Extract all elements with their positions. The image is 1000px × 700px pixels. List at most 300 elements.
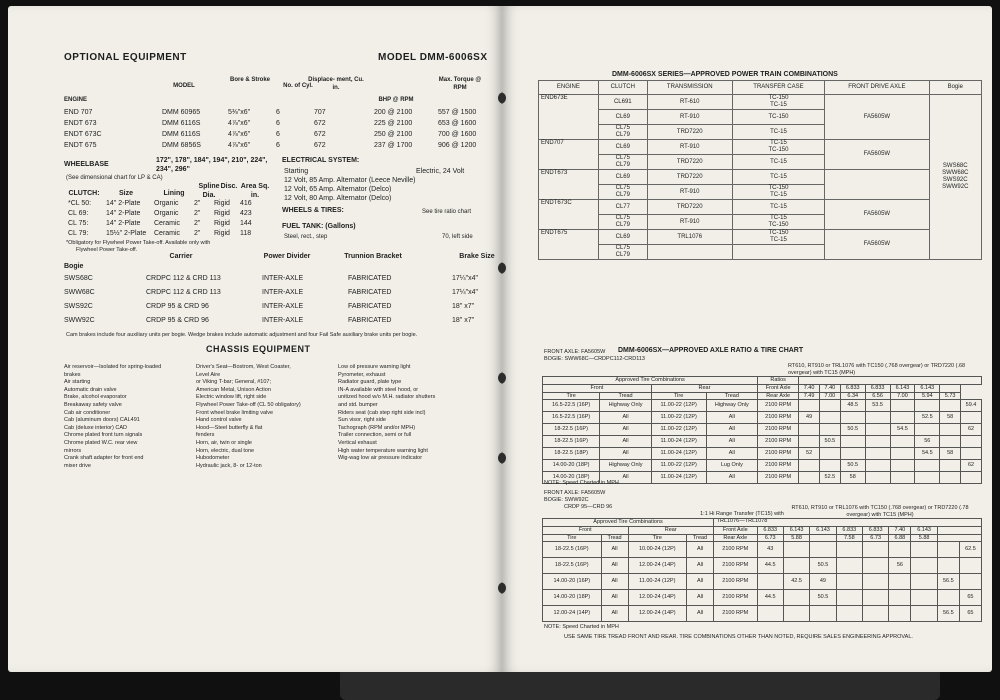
t2-cell xyxy=(783,542,809,558)
book-stand xyxy=(340,668,940,700)
clutch-cell: 14" 2-Plate xyxy=(106,210,141,217)
pt-cell: TRL1076 xyxy=(647,230,732,245)
pt-cell: CL75 CL79 xyxy=(598,215,647,230)
chassis-item: Air reservoir—Isolated for spring-loaded xyxy=(64,364,162,370)
engine-cell: ENDT 675 xyxy=(64,142,97,149)
fuel-line: Steel, rect., step xyxy=(284,234,328,240)
pt-header: ENGINE xyxy=(539,81,599,95)
engine-header: Max. Torque @ RPM xyxy=(438,77,482,91)
chassis-item: Hubodometer xyxy=(196,455,230,462)
pt-cell: CL75 CL79 xyxy=(598,245,647,260)
t2-cell: All xyxy=(601,590,628,606)
t1-cell: All xyxy=(600,448,652,460)
t1-cell xyxy=(940,424,961,436)
t1-cell: 11.00-22 (12P) xyxy=(651,412,706,424)
pt-cell: TRD7220 xyxy=(647,125,732,140)
t1-cell: 18-22.5 (18P) xyxy=(543,448,600,460)
bogie-cell: CRDPC 112 & CRD 113 xyxy=(146,275,221,282)
t1-head-row xyxy=(543,377,982,385)
t2-cell xyxy=(889,542,911,558)
engine-cell: 4⅞"x6" xyxy=(228,131,251,138)
engine-cell: 700 @ 1600 xyxy=(438,131,477,138)
t2-cell xyxy=(810,606,836,622)
footer-note: USE SAME TIRE TREAD FRONT AND REAR. TIRE COMBINATIONS OTHER THAN NOTED, REQUIRE SALES ENGINEERING APPROVAL. xyxy=(564,634,913,640)
t2-cell: 62.5 xyxy=(959,542,981,558)
clutch-cell: 15½" 2-Plate xyxy=(106,230,147,237)
t1-cell: 56 xyxy=(915,436,940,448)
chassis-item: brakes xyxy=(64,371,81,378)
optional-equipment-title: OPTIONAL EQUIPMENT xyxy=(64,52,187,63)
clutch-header: Size xyxy=(118,190,133,197)
t1-cell: Highway Only xyxy=(600,400,652,412)
chassis-item: Flywheel Power Take-off (CL 50 obligatory) xyxy=(196,402,301,408)
clutch-cell: 416 xyxy=(240,200,252,207)
t1-header: 5.94 xyxy=(915,392,940,400)
power-train-title: DMM-6006SX SERIES—APPROVED POWER TRAIN COMBINATIONS xyxy=(612,71,838,78)
bogie-header: Power Divider xyxy=(263,253,311,260)
chassis-item: High water temperature warning light xyxy=(338,447,428,454)
t2-bogie: BOGIE: SWW92C xyxy=(544,497,589,503)
t1-cell xyxy=(819,412,840,424)
ratio-grid-1 xyxy=(542,376,982,484)
pt-cell: CL69 xyxy=(598,140,647,155)
t1-header: Front Axle xyxy=(758,384,799,392)
engine-cell: 672 xyxy=(314,131,326,138)
t1-cell: 58 xyxy=(940,448,961,460)
chassis-item: Horn, electric, dual tone xyxy=(196,447,255,454)
clutch-header: Disc. xyxy=(220,183,238,190)
engine-cell: ENDT 673C xyxy=(64,131,102,138)
t1-cell: 2100 RPM xyxy=(758,448,799,460)
engine-cell: END 707 xyxy=(64,109,93,116)
t1-cell: 14.00-20 (18P) xyxy=(543,472,600,484)
t2-header: Rear Axle xyxy=(714,534,758,542)
chassis-item: Cab (deluxe interior) CAD xyxy=(64,424,127,431)
engine-cell: 6 xyxy=(276,120,280,127)
t2-head-row xyxy=(543,526,982,534)
pt-cell: TC-150 xyxy=(732,110,825,125)
t2-row xyxy=(543,558,982,574)
t2-header: 5.88 xyxy=(911,534,937,542)
pt-cell: RT-910 xyxy=(647,110,732,125)
t1-row xyxy=(543,436,982,448)
t1-cell xyxy=(819,448,840,460)
t1-cell: 62 xyxy=(961,424,982,436)
t2-header xyxy=(714,519,982,527)
t1-cell: Highway Only xyxy=(706,400,758,412)
t1-cell: 16.5-22.5 (16P) xyxy=(543,412,600,424)
pt-row xyxy=(539,230,982,245)
t1-cell: 18-22.5 (16P) xyxy=(543,424,600,436)
clutch-cell: 2" xyxy=(194,220,201,227)
t1-header: 7.40 xyxy=(799,384,820,392)
pt-header: Bogie xyxy=(929,81,982,95)
pt-cell: TC-150 TC-15 xyxy=(732,95,825,110)
pt-cell: CL75 CL79 xyxy=(598,125,647,140)
pt-row xyxy=(539,170,982,185)
t2-front-axle: FRONT AXLE: FA5605W xyxy=(544,490,606,496)
bogie-cell: FABRICATED xyxy=(348,289,392,296)
bogie-note: Cam brakes include four auxiliary units per bogie. Wedge brakes include automatic adjustment and four Fail Safe auxiliary brake units per bogie. xyxy=(66,332,418,338)
t2-cell xyxy=(911,574,937,590)
t1-header: 6.56 xyxy=(865,392,890,400)
pt-cell: TC-15 xyxy=(732,170,825,185)
t1-cell: 50.5 xyxy=(840,460,865,472)
t2-cell xyxy=(911,558,937,574)
chassis-item: unitized hood w/o M.H. radiator shutters xyxy=(338,394,436,401)
t2-cell: 2100 RPM xyxy=(714,590,758,606)
t1-cell: 2100 RPM xyxy=(758,412,799,424)
engine-cell: 5⅜"x6" xyxy=(228,109,251,116)
t2-cell: 50.5 xyxy=(810,590,836,606)
t1-header: 7.00 xyxy=(819,392,840,400)
t2-header: 6.73 xyxy=(757,534,783,542)
t1-header: Tread xyxy=(706,392,758,400)
t2-header xyxy=(810,534,836,542)
t1-cell xyxy=(865,412,890,424)
t2-header: 7.40 xyxy=(889,526,911,534)
t1-cell xyxy=(865,436,890,448)
t1-cell: 53.5 xyxy=(865,400,890,412)
t2-cell xyxy=(862,574,888,590)
t1-cell xyxy=(890,400,915,412)
t1-cell xyxy=(865,424,890,436)
pt-cell: CL75 CL79 xyxy=(598,185,647,200)
t1-cell xyxy=(799,436,820,448)
t2-header xyxy=(937,526,981,534)
t2-cell: All xyxy=(687,590,714,606)
electrical-line: 12 Volt, 65 Amp. Alternator (Delco) xyxy=(284,186,392,193)
pt-cell: TC-15 xyxy=(732,200,825,215)
clutch-cell: 14" 2-Plate xyxy=(106,200,141,207)
pt-cell: RT-910 xyxy=(647,140,732,155)
engine-cell: 557 @ 1500 xyxy=(438,109,477,116)
t2-header: 6.88 xyxy=(889,534,911,542)
t2-cell: 14.00-20 (18P) xyxy=(543,590,602,606)
t1-cell: 11.00-22 (12P) xyxy=(651,460,706,472)
chassis-item: Automatic drain valve xyxy=(64,386,117,393)
pt-cell: TRD7220 xyxy=(647,155,732,170)
fuel-title: FUEL TANK: (Gallons) xyxy=(282,223,356,230)
t1-cell: 54.5 xyxy=(915,448,940,460)
electrical-line: 12 Volt, 85 Amp. Alternator (Leece Neville) xyxy=(284,177,416,184)
t2-row xyxy=(543,606,982,622)
t1-cell: 11.00-24 (12P) xyxy=(651,436,706,448)
t1-header: 6.143 xyxy=(890,384,915,392)
t2-cell: 18-22.5 (16P) xyxy=(543,558,602,574)
t1-row xyxy=(543,460,982,472)
engine-cell: 672 xyxy=(314,142,326,149)
t2-cell xyxy=(783,558,809,574)
pt-cell: TC-15 TC-150 xyxy=(732,140,825,155)
t1-cell xyxy=(940,436,961,448)
chassis-item: Crank shaft adapter for front end xyxy=(64,455,144,462)
t1-header: Front xyxy=(543,384,652,392)
bogie-cell: INTER-AXLE xyxy=(262,303,304,310)
engine-cell: ENDT 673 xyxy=(64,120,97,127)
t2-cell: All xyxy=(601,574,628,590)
pt-row xyxy=(539,95,982,110)
t2-cell: 65 xyxy=(959,606,981,622)
t1-cell xyxy=(840,436,865,448)
engine-cell: 672 xyxy=(314,120,326,127)
t1-cell xyxy=(799,400,820,412)
t1-cell xyxy=(961,412,982,424)
pt-engine: END673E xyxy=(539,95,599,140)
pt-cell: TC-15 TC-150 xyxy=(732,215,825,230)
t1-cell: 52.5 xyxy=(915,412,940,424)
t2-cell xyxy=(810,542,836,558)
t2-cell: All xyxy=(687,558,714,574)
t2-cell xyxy=(862,606,888,622)
t1-cell xyxy=(865,448,890,460)
clutch-cell: 144 xyxy=(240,220,252,227)
t2-cell xyxy=(937,558,959,574)
pt-header: CLUTCH xyxy=(598,81,647,95)
t2-cell: 65 xyxy=(959,590,981,606)
t2-cell: All xyxy=(687,574,714,590)
pt-axle xyxy=(825,170,929,200)
pt-cell: CL77 xyxy=(598,200,647,215)
t2-row xyxy=(543,574,982,590)
chassis-item: Brake, alcohol evaporator xyxy=(64,394,127,401)
t2-header: 6.833 xyxy=(836,526,862,534)
t1-cell: 2100 RPM xyxy=(758,436,799,448)
t1-cell xyxy=(915,400,940,412)
t1-bogie: BOGIE: SWW68C—CRDPC112-CRD113 xyxy=(544,356,645,362)
t2-header xyxy=(937,534,981,542)
t1-cell xyxy=(961,472,982,484)
t2-cell: 2100 RPM xyxy=(714,542,758,558)
right-page xyxy=(502,6,992,672)
t1-cell xyxy=(940,400,961,412)
t2-header: 6.73 xyxy=(862,534,888,542)
t2-head-row xyxy=(543,519,982,527)
chassis-item: Horn, air, twin or single xyxy=(196,440,252,446)
chassis-item: Driver's Seat—Bostrom, West Coaster, xyxy=(196,364,291,370)
t1-cell: All xyxy=(600,424,652,436)
t1-header: 6.143 xyxy=(915,384,940,392)
t2-cell: All xyxy=(601,606,628,622)
engine-cell: 906 @ 1200 xyxy=(438,142,477,149)
bogie-cell: 17¼"x4" xyxy=(452,275,478,282)
left-page xyxy=(8,6,502,672)
t1-cell: 18-22.5 (16P) xyxy=(543,436,600,448)
engine-cell: 707 xyxy=(314,109,326,116)
pt-engine: END707 xyxy=(539,140,599,170)
clutch-note-1: *Obligatory for Flywheel Power Take-off. Available only with xyxy=(66,240,211,246)
t1-cell: 11.00-24 (12P) xyxy=(651,472,706,484)
clutch-cell: Rigid xyxy=(214,210,230,217)
clutch-cell: 2" xyxy=(194,210,201,217)
pt-cell: TC-150 TC-15 xyxy=(732,230,825,245)
ratio-chart-title: DMM-6006SX—APPROVED AXLE RATIO & TIRE CHART xyxy=(618,347,804,354)
pt-engine: ENDT675 xyxy=(539,230,599,260)
t1-header: Ratios xyxy=(758,377,799,385)
chassis-item: Cab air conditioner xyxy=(64,409,111,416)
binder-hole xyxy=(502,582,506,594)
t1-row xyxy=(543,400,982,412)
chassis-item: or Viking T-bar; General, #107; xyxy=(196,379,272,386)
bogie-cell: SWS92C xyxy=(64,303,93,310)
pt-cell: TC-15 xyxy=(732,155,825,170)
t1-head-row xyxy=(543,392,982,400)
t2-cell: 12.00-24 (14P) xyxy=(628,558,687,574)
bogie-cell: CRDP 95 & CRD 96 xyxy=(146,317,209,324)
clutch-cell: Rigid xyxy=(214,220,230,227)
t1-cell: 11.00-22 (12P) xyxy=(651,400,706,412)
wheelbase-note: (See dimensional chart for LP & CA) xyxy=(66,175,163,181)
t1-header: Tire xyxy=(651,392,706,400)
electrical-value: Electric, 24 Volt xyxy=(416,168,465,175)
clutch-cell: 14" 2-Plate xyxy=(106,220,141,227)
pt-header: FRONT DRIVE AXLE xyxy=(825,81,929,95)
model-title: MODEL DMM-6006SX xyxy=(378,52,488,63)
bogie-cell: 18" x7" xyxy=(452,317,475,324)
clutch-cell: 2" xyxy=(194,230,201,237)
power-train-grid xyxy=(538,80,982,260)
t2-note-right: RT610, RT910 or TRL1076 with TC150 (.768 overgear) or TRD7220 (.78 overgear) with TC15 (MPH) xyxy=(791,505,969,518)
t2-cell xyxy=(911,590,937,606)
bogie-cell: CRDP 95 & CRD 96 xyxy=(146,303,209,310)
chassis-item: Low oil pressure warning light xyxy=(338,364,411,370)
engine-cell: 4⅞"x6" xyxy=(228,120,251,127)
engine-cell: 6 xyxy=(276,142,280,149)
t1-header: 7.00 xyxy=(890,392,915,400)
pt-axle: FA5605W xyxy=(825,95,929,140)
chassis-item: Sun visor, right side xyxy=(338,417,386,424)
pt-cell: RT-610 xyxy=(647,95,732,110)
clutch-cell: Organic xyxy=(154,200,179,207)
t2-header: 5.88 xyxy=(783,534,809,542)
bogie-cell: FABRICATED xyxy=(348,303,392,310)
clutch-cell: *CL 50: xyxy=(68,200,92,207)
engine-cell: DMM 6856S xyxy=(162,142,201,149)
t2-cell: 56 xyxy=(889,558,911,574)
t1-cell xyxy=(840,412,865,424)
bogie-header: Bogie xyxy=(64,263,84,270)
t1-cell xyxy=(915,460,940,472)
engine-cell: DMM 6116S xyxy=(162,131,201,138)
t1-header: Approved Tire Combinations xyxy=(543,377,758,385)
t1-cell: 50.5 xyxy=(840,424,865,436)
t2-cell: 49 xyxy=(810,574,836,590)
t1-cell: All xyxy=(600,412,652,424)
engine-cell: 237 @ 1700 xyxy=(374,142,413,149)
engine-cell: 200 @ 2100 xyxy=(374,109,413,116)
t2-cell xyxy=(836,542,862,558)
t2-cell xyxy=(911,606,937,622)
t2-cell: 10.00-24 (12P) xyxy=(628,542,687,558)
t2-header: Tire xyxy=(628,534,687,542)
pt-cell xyxy=(647,245,732,260)
bogie-cell: SWW92C xyxy=(64,317,95,324)
t1-header: 5.73 xyxy=(940,392,961,400)
bogie-header: Trunnion Bracket xyxy=(344,253,402,260)
t1-cell xyxy=(890,472,915,484)
chassis-item: Level Aire xyxy=(196,371,221,378)
t2-cell xyxy=(862,590,888,606)
t2-cell xyxy=(862,558,888,574)
t2-cell xyxy=(836,606,862,622)
engine-header: Bore & Stroke xyxy=(229,77,270,83)
t1-cell xyxy=(840,448,865,460)
pt-row xyxy=(539,140,982,155)
t2-cell: 12.00-24 (14P) xyxy=(628,606,687,622)
fuel-value: 70, left side xyxy=(442,234,473,240)
t1-cell xyxy=(890,460,915,472)
clutch-cell: Ceramic xyxy=(154,220,181,227)
pt-axle: FA5605W xyxy=(825,200,929,230)
chassis-item: Electric window lift, right side xyxy=(196,394,267,401)
pt-header-row xyxy=(539,81,982,95)
pt-axle: FA5605W xyxy=(825,140,929,170)
clutch-cell: 423 xyxy=(240,210,252,217)
pt-engine: ENDT673C xyxy=(539,200,599,230)
chassis-item: Hydraulic jack, 8- or 12-ton xyxy=(196,462,262,469)
clutch-header: CLUTCH: xyxy=(68,190,100,197)
bogie-cell: INTER-AXLE xyxy=(262,317,304,324)
t1-header: 6.833 xyxy=(865,384,890,392)
t2-cell xyxy=(757,606,783,622)
ratio-grid-2 xyxy=(542,518,982,622)
t1-cell xyxy=(915,424,940,436)
pt-cell: TC-150 TC-15 xyxy=(732,185,825,200)
t1-cell: 52 xyxy=(799,448,820,460)
t2-cell: All xyxy=(601,542,628,558)
engine-header: MODEL xyxy=(173,83,195,89)
t2-header: 6.143 xyxy=(911,526,937,534)
t2-header: Front Axle xyxy=(714,526,758,534)
t1-cell: 48.5 xyxy=(840,400,865,412)
t1-cell xyxy=(890,412,915,424)
t1-header: 6.833 xyxy=(840,384,865,392)
pt-cell: CL69 xyxy=(598,230,647,245)
t2-cell: 44.5 xyxy=(757,558,783,574)
bogie-cell: FABRICATED xyxy=(348,317,392,324)
bogie-header: Carrier xyxy=(169,253,193,260)
t1-cell: 58 xyxy=(840,472,865,484)
engine-cell: 4⅞"x6" xyxy=(228,142,251,149)
pt-cell: TRD7220 xyxy=(647,200,732,215)
chassis-item: IN-A available with steel hood, or xyxy=(338,386,419,393)
t2-header: Approved Tire Combinations xyxy=(543,519,714,527)
t2-cell xyxy=(937,590,959,606)
chassis-title: CHASSIS EQUIPMENT xyxy=(206,344,311,354)
t1-cell: 11.00-22 (12P) xyxy=(651,424,706,436)
wheelbase-label: WHEELBASE xyxy=(64,161,109,168)
t1-cell: 58 xyxy=(940,412,961,424)
pt-cell: RT-910 xyxy=(647,185,732,200)
pt-row xyxy=(539,200,982,215)
t2-header: 6.143 xyxy=(810,526,836,534)
t1-cell: 54.5 xyxy=(890,424,915,436)
t1-cell xyxy=(865,472,890,484)
chassis-item: Trailer connection, semi or full xyxy=(338,432,412,439)
t1-head-row xyxy=(543,384,982,392)
chassis-item: Hand control valve xyxy=(196,417,242,424)
pt-cell xyxy=(732,245,825,260)
t1-header: Rear Axle xyxy=(758,392,799,400)
t1-cell xyxy=(961,436,982,448)
clutch-header: Area Sq. in. xyxy=(240,183,270,199)
pt-axle: FA5605W xyxy=(825,230,929,260)
t2-header: 6.833 xyxy=(862,526,888,534)
clutch-cell: 118 xyxy=(240,230,252,237)
engine-header: BHP @ RPM xyxy=(378,97,414,103)
electrical-title: ELECTRICAL SYSTEM: xyxy=(282,157,360,164)
chassis-item: Riders seat (cab step right side incl) xyxy=(338,409,426,416)
